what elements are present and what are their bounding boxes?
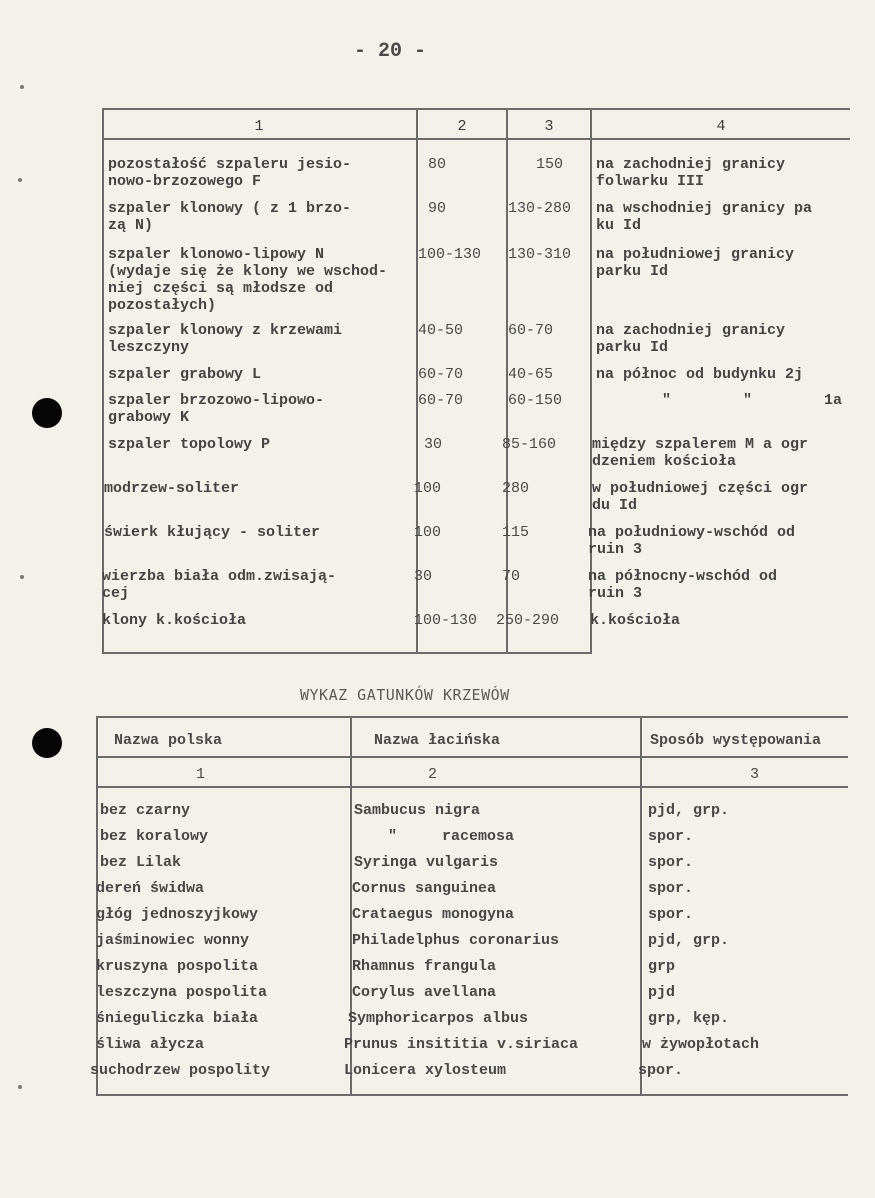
- tree-name: szpaler klonowy z krzewami leszczyny: [108, 322, 343, 356]
- tree-name: wierzba biała odm.zwisają- cej: [102, 568, 337, 602]
- column-number-2: 2: [457, 118, 467, 135]
- tree-col2: 30: [424, 436, 443, 453]
- tree-name: pozostałość szpaleru jesio- nowo-brzozowego F: [108, 156, 352, 190]
- latin-name: " racemosa: [388, 828, 515, 845]
- header-occurrence: Sposób występowania: [650, 732, 822, 749]
- occurrence: w żywopłotach: [642, 1036, 760, 1053]
- tree-col3: 40-65: [508, 366, 554, 383]
- occurrence: pjd, grp.: [648, 932, 730, 949]
- polish-name: bez Lilak: [100, 854, 182, 871]
- tree-location: w południowej części ogr du Id: [592, 480, 809, 514]
- punch-hole-top: [32, 398, 62, 428]
- latin-name: Philadelphus coronarius: [352, 932, 560, 949]
- tree-location: na południowej granicy parku Id: [596, 246, 795, 280]
- table-rule: [96, 786, 848, 788]
- table-row: [96, 1036, 848, 1062]
- table-rule: [102, 138, 850, 140]
- tree-col3: 130-310: [508, 246, 572, 263]
- tree-col3: 115: [502, 524, 530, 541]
- tree-name: szpaler klonowo-lipowy N (wydaje się że klony we wschod- niej części są młodsze od pozostałych): [108, 246, 388, 314]
- table-rule: [96, 716, 848, 718]
- occurrence: grp, kęp.: [648, 1010, 730, 1027]
- tree-col3: 280: [502, 480, 530, 497]
- tree-col2: 80: [428, 156, 447, 173]
- occurrence: spor.: [648, 828, 694, 845]
- tree-col3: 60-70: [508, 322, 554, 339]
- tree-name: szpaler grabowy L: [108, 366, 262, 383]
- column-number-3: 3: [544, 118, 554, 135]
- polish-name: leszczyna pospolita: [96, 984, 268, 1001]
- tree-col3: 70: [502, 568, 521, 585]
- tree-col3: 150: [536, 156, 564, 173]
- tree-col3: 85-160: [502, 436, 557, 453]
- tree-name: szpaler topolowy P: [108, 436, 271, 453]
- punch-hole-bottom: [32, 728, 62, 758]
- tree-location: " " 1a: [662, 392, 843, 409]
- tree-name: szpaler klonowy ( z 1 brzo- zą N): [108, 200, 352, 234]
- occurrence: grp: [648, 958, 676, 975]
- margin-speck: [20, 575, 24, 579]
- table-row: [96, 828, 848, 854]
- occurrence: pjd, grp.: [648, 802, 730, 819]
- polish-name: śnieguliczka biała: [96, 1010, 259, 1027]
- column-number-3: 3: [750, 766, 760, 783]
- latin-name: Corylus avellana: [352, 984, 497, 1001]
- tree-location: między szpalerem M a ogr dzeniem kościoła: [592, 436, 809, 470]
- latin-name: Prunus insititia v.siriaca: [344, 1036, 579, 1053]
- polish-name: bez koralowy: [100, 828, 209, 845]
- tree-col3: 60-150: [508, 392, 563, 409]
- table-row: [96, 1010, 848, 1036]
- latin-name: Lonicera xylosteum: [344, 1062, 507, 1079]
- tree-col2: 100: [414, 480, 442, 497]
- margin-speck: [18, 1085, 22, 1089]
- table-row: [96, 984, 848, 1010]
- occurrence: spor.: [648, 854, 694, 871]
- latin-name: Syringa vulgaris: [354, 854, 499, 871]
- tree-location: na wschodniej granicy pa ku Id: [596, 200, 813, 234]
- tree-location: k.kościoła: [590, 612, 681, 629]
- column-number-1: 1: [254, 118, 264, 135]
- latin-name: Symphoricarpos albus: [348, 1010, 529, 1027]
- tree-location: na zachodniej granicy parku Id: [596, 322, 786, 356]
- polish-name: bez czarny: [100, 802, 191, 819]
- polish-name: jaśminowiec wonny: [96, 932, 250, 949]
- tree-col2: 40-50: [418, 322, 464, 339]
- shrubs-table-title: WYKAZ GATUNKÓW KRZEWÓW: [300, 686, 510, 704]
- tree-col2: 100: [414, 524, 442, 541]
- latin-name: Cornus sanguinea: [352, 880, 497, 897]
- polish-name: kruszyna pospolita: [96, 958, 259, 975]
- tree-col2: 100-130: [418, 246, 482, 263]
- tree-col3: 130-280: [508, 200, 572, 217]
- polish-name: suchodrzew pospolity: [90, 1062, 271, 1079]
- table-rule: [96, 1094, 848, 1096]
- table-row: [96, 906, 848, 932]
- table-row: [96, 958, 848, 984]
- latin-name: Sambucus nigra: [354, 802, 481, 819]
- column-number-4: 4: [716, 118, 726, 135]
- tree-location: na północny-wschód od ruin 3: [588, 568, 778, 602]
- column-number-1: 1: [196, 766, 206, 783]
- trees-table: [102, 108, 850, 655]
- tree-name: szpaler brzozowo-lipowo- grabowy K: [108, 392, 325, 426]
- latin-name: Rhamnus frangula: [352, 958, 497, 975]
- table-row: [96, 932, 848, 958]
- table-row: [96, 854, 848, 880]
- table-rule: [96, 756, 848, 758]
- table-row: [90, 1062, 848, 1088]
- polish-name: dereń świdwa: [96, 880, 205, 897]
- page-number: - 20 -: [353, 40, 426, 63]
- table-rule: [102, 652, 592, 654]
- tree-name: świerk kłujący - soliter: [104, 524, 321, 541]
- header-polish-name: Nazwa polska: [114, 732, 223, 749]
- polish-name: głóg jednoszyjkowy: [96, 906, 259, 923]
- tree-col2: 60-70: [418, 392, 464, 409]
- table-rule: [102, 108, 850, 110]
- tree-col2: 100-130: [414, 612, 478, 629]
- occurrence: spor.: [638, 1062, 684, 1079]
- tree-col3: 250-290: [496, 612, 560, 629]
- tree-name: modrzew-soliter: [104, 480, 240, 497]
- polish-name: śliwa ałycza: [96, 1036, 205, 1053]
- tree-location: na południowy-wschód od ruin 3: [588, 524, 796, 558]
- occurrence: pjd: [648, 984, 676, 1001]
- latin-name: Crataegus monogyna: [352, 906, 515, 923]
- occurrence: spor.: [648, 880, 694, 897]
- table-row: [96, 880, 848, 906]
- tree-name: klony k.kościoła: [102, 612, 247, 629]
- header-latin-name: Nazwa łacińska: [374, 732, 501, 749]
- occurrence: spor.: [648, 906, 694, 923]
- tree-location: na zachodniej granicy folwarku III: [596, 156, 786, 190]
- tree-col2: 60-70: [418, 366, 464, 383]
- margin-speck: [18, 178, 22, 182]
- column-number-2: 2: [428, 766, 438, 783]
- shrubs-table: [90, 716, 848, 1098]
- tree-col2: 90: [428, 200, 447, 217]
- tree-location: na północ od budynku 2j: [596, 366, 804, 383]
- table-row: [96, 802, 848, 828]
- tree-col2: 30: [414, 568, 433, 585]
- margin-speck: [20, 85, 24, 89]
